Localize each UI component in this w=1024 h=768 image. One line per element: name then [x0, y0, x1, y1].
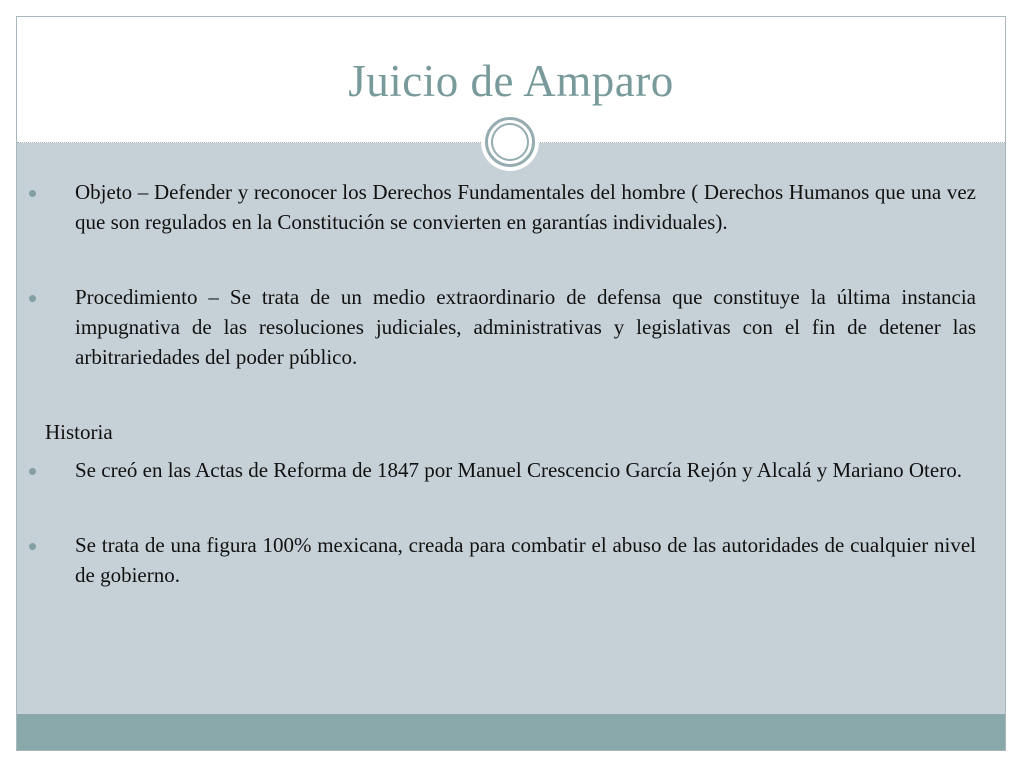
footer-bar — [17, 714, 1005, 750]
bullet-item-historia-origen — [17, 455, 1005, 485]
bullet-text: Objeto – Defender y reconocer los Derechos Fundamentales del hombre ( Derechos Humanos que una vez que son regulados en la Constitución se convierten en garantías individuales). — [75, 180, 976, 234]
bullet-dot-icon — [29, 543, 36, 550]
bullet-text: Se trata de una figura 100% mexicana, creada para combatir el abuso de las autoridades de cualquier nivel de gobierno. — [75, 533, 976, 587]
double-ring-circle-icon — [481, 113, 539, 171]
inner-ring — [491, 123, 529, 161]
slide-content — [17, 177, 1005, 590]
bullet-item-procedimiento — [17, 282, 1005, 372]
bullet-dot-icon — [29, 295, 36, 302]
section-heading-historia: Historia — [45, 420, 113, 444]
bullet-text: Se creó en las Actas de Reforma de 1847 por Manuel Crescencio García Rejón y Alcalá y Mariano Otero. — [75, 458, 962, 482]
bullet-item-objeto — [17, 177, 1005, 237]
bullet-text: Procedimiento – Se trata de un medio extraordinario de defensa que constituye la última instancia impugnativa de las resoluciones judiciales, administrativas y legislativas con el fin de detener las arbitrariedades del poder público. — [75, 285, 976, 369]
bullet-item-figura-mexicana — [17, 530, 1005, 590]
bullet-dot-icon — [29, 468, 36, 475]
slide-title: Juicio de Amparo — [348, 56, 674, 106]
slide — [16, 16, 1006, 751]
bullet-dot-icon — [29, 190, 36, 197]
